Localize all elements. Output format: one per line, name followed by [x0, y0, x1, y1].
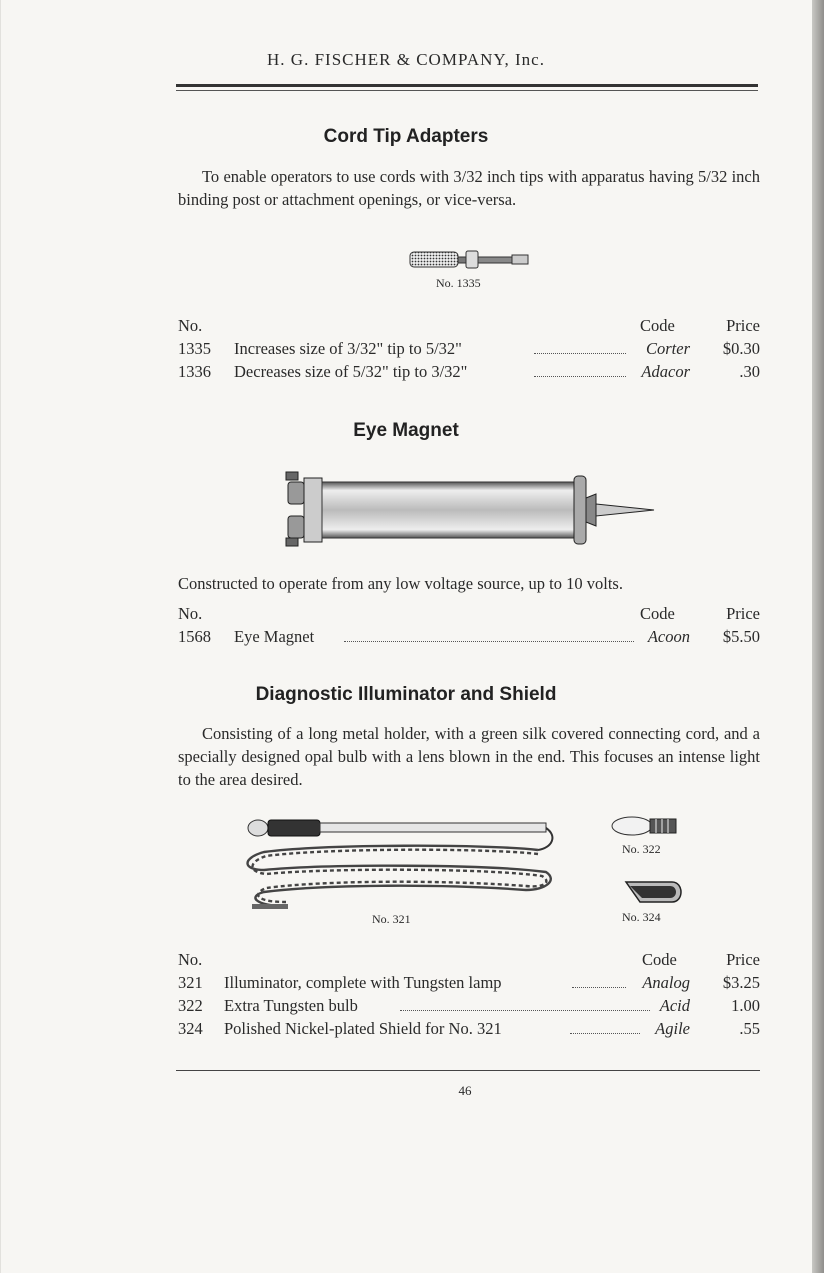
nickel-shield-figure	[622, 878, 686, 906]
item-code: Corter	[645, 339, 690, 358]
item-description: Increases size of 3/32" tip to 5/32"	[234, 339, 462, 358]
item-number: 1335	[178, 339, 211, 358]
item-code: Analog	[642, 973, 690, 992]
illuminator-description: Consisting of a long metal holder, with a green silk covered connecting cord, and a specially designed opal bulb with a lens blown in the end. This focuses an intense light to the area desired.	[178, 724, 760, 789]
item-price: .30	[739, 362, 760, 381]
cord-tip-adapter-figure	[408, 248, 532, 272]
footer-rule	[176, 1070, 760, 1071]
header-rule-thin	[176, 90, 758, 91]
col-code-label: Code	[640, 316, 675, 335]
item-code: Agile	[655, 1019, 690, 1038]
header-rule-thick	[176, 84, 758, 87]
col-code-label: Code	[640, 604, 675, 623]
table-row	[178, 1019, 760, 1041]
cord-tip-description: To enable operators to use cords with 3/32 inch tips with apparatus having 5/32 inch binding post or attachment openings, or vice-versa.	[178, 167, 760, 209]
col-price-label: Price	[726, 316, 760, 335]
item-code: Acoon	[647, 627, 690, 646]
figure-caption-322: No. 322	[622, 842, 661, 856]
item-description: Decreases size of 5/32" tip to 3/32"	[234, 362, 468, 381]
dot-leader	[570, 1019, 640, 1034]
col-code-label: Code	[642, 950, 677, 969]
item-description: Polished Nickel-plated Shield for No. 321	[224, 1019, 502, 1038]
dot-leader	[534, 362, 626, 377]
section-title-cord-tip: Cord Tip Adapters	[323, 126, 489, 147]
dot-leader	[344, 627, 634, 642]
eye-magnet-description: Constructed to operate from any low voltage source, up to 10 volts.	[178, 574, 623, 593]
col-no-label: No.	[178, 604, 203, 623]
item-number: 1568	[178, 627, 211, 646]
dot-leader	[572, 973, 626, 988]
col-no-label: No.	[178, 950, 203, 969]
eye-magnet-table-header	[178, 604, 760, 626]
item-description: Illuminator, complete with Tungsten lamp	[224, 973, 502, 992]
table-row	[178, 996, 760, 1018]
col-price-label: Price	[726, 950, 760, 969]
dot-leader	[400, 996, 650, 1011]
col-no-label: No.	[178, 316, 203, 335]
table-row	[178, 973, 760, 995]
dot-leader	[534, 339, 626, 354]
item-price: .55	[739, 1019, 760, 1038]
item-description: Extra Tungsten bulb	[224, 996, 358, 1015]
item-description: Eye Magnet	[234, 627, 315, 646]
section-title-eye-magnet: Eye Magnet	[353, 420, 459, 441]
page-header: H. G. FISCHER & COMPANY, Inc.	[267, 50, 545, 69]
col-price-label: Price	[726, 604, 760, 623]
table-row	[178, 627, 760, 649]
eye-magnet-figure	[284, 470, 660, 552]
item-number: 321	[178, 973, 203, 992]
table-row	[178, 339, 760, 361]
page-number: 46	[458, 1083, 472, 1098]
tungsten-bulb-figure	[610, 814, 684, 838]
item-price: $3.25	[722, 973, 760, 992]
cord-tip-table-header	[178, 316, 760, 338]
item-price: 1.00	[731, 996, 760, 1015]
section-title-illuminator: Diagnostic Illuminator and Shield	[255, 684, 557, 705]
item-price: $0.30	[722, 339, 760, 358]
item-number: 1336	[178, 362, 211, 381]
item-price: $5.50	[722, 627, 760, 646]
figure-caption-321: No. 321	[372, 912, 411, 926]
item-code: Adacor	[641, 362, 690, 381]
figure-caption-1335: No. 1335	[436, 276, 481, 290]
item-code: Acid	[659, 996, 690, 1015]
illuminator-figure	[246, 814, 556, 914]
illuminator-table-header	[178, 950, 760, 972]
figure-caption-324: No. 324	[622, 910, 661, 924]
item-number: 322	[178, 996, 203, 1015]
table-row	[178, 362, 760, 384]
item-number: 324	[178, 1019, 203, 1038]
